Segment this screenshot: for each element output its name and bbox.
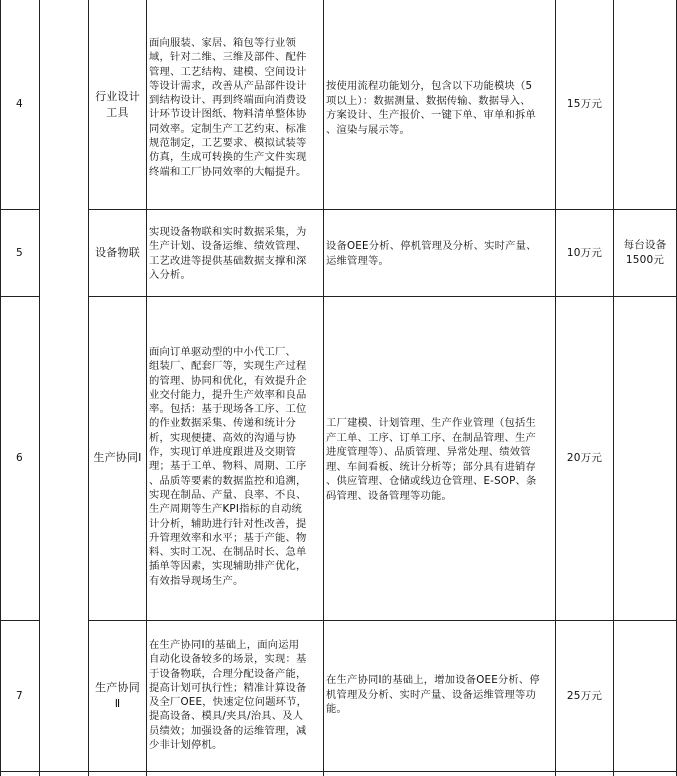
module-description: 在生产协同Ⅰ的基础上，面向运用 自动化设备较多的场景，实现：基 于设备物联，合理分配设备产能， 提高计划可执行性；精准计算设备 及全厂OEE，快速定位问题环节， 提高设备、模具/夹具/治具、及人 员绩效；加强设备的运维管理，减 少非计划停机。 [149,639,308,752]
module-name: 生产协同Ⅰ [93,451,142,465]
module-functions: 设备OEE分析、停机管理及分析、实时产量、 运维管理等。 [326,240,537,267]
module-price: 10万元 [566,246,603,259]
module-name: 生产协同 Ⅱ [95,681,140,710]
table-row [0,0,39,209]
table-row [0,621,39,771]
module-functions: 按使用流程功能划分，包含以下功能模块（5 项以上）：数据测量、数据传输、数据导入、 方案设计、生产报价、一键下单、审单和拆单 、渲染与展示等。 [326,80,536,136]
column-divider [613,0,614,776]
column-divider [39,0,40,776]
module-description: 实现设备物联和实时数据采集，为 生产计划、设备运维、绩效管理、 工艺改进等提供基础数据支撑和深 入分析。 [149,226,307,281]
row-number: 5 [16,246,23,259]
module-name: 设备物联 [95,245,140,259]
column-divider [323,0,324,776]
row-number: 7 [16,689,23,702]
table-row [0,210,39,296]
module-functions: 在生产协同Ⅰ的基础上，增加设备OEE分析、停 机管理及分析、实时产量、设备运维管理等功 能。 [326,674,540,716]
row-divider [0,771,677,772]
table-row [0,297,39,620]
column-divider [146,0,147,776]
module-name: 行业设计 工具 [95,89,140,119]
row-number: 6 [16,452,23,465]
module-description: 面向服装、家居、箱包等行业领 域，针对二维、三维及部件、配件 管理、工艺结构、建模、空间设计 等设计需求，改善从产品部件设计 到结构设计、再到终端面向消费设 计环节设计图纸、物料清单整体协 同效率。定制生产工艺约束、标准 规范制定，工艺要求、模拟试装等 仿真，生成可转换的生产文件实现 终端和工厂协同效率的大幅提升。 [149,37,307,178]
module-description: 面向订单驱动型的中小代工厂、 组装厂、配套厂等，实现生产过程 的管理、协同和优化，有效提升企 业交付能力，提升生产效率和良品 率。包括：基于现场各工序、工位 的作业数据采集、传递和统计分 析，实现便捷、高效的沟通与协 作，实现订单进度跟进及交期管 理；基于工单、物料、周期、工序 、品质等要素的数据监控和追溯， 实现在制品、产量、良率、不良、 生产周期等生产KPI指标的自动统 计分析，辅助进行针对性改善，提 升管理效率和水平；基于产能、物 料、实时工况、在制品时长、急单 插单等因素，实现辅助排产优化， 有效指导现场生产。 [149,346,307,587]
row-number: 4 [16,98,23,111]
module-price: 15万元 [566,98,603,111]
module-functions: 工厂建模、计划管理、生产作业管理（包括生 产工单、工序、订单工序、在制品管理、生产 进度管理等）、品质管理、异常处理、绩效管 理、车间看板、统计分析等；部分具有进销存 、供应管理、仓储或线边仓管理、E-SOP、条 码管理、设备管理等功能。 [326,417,537,502]
module-note: 每台设备 1500元 [623,239,667,266]
module-price: 25万元 [566,689,603,702]
module-price: 20万元 [566,452,603,465]
